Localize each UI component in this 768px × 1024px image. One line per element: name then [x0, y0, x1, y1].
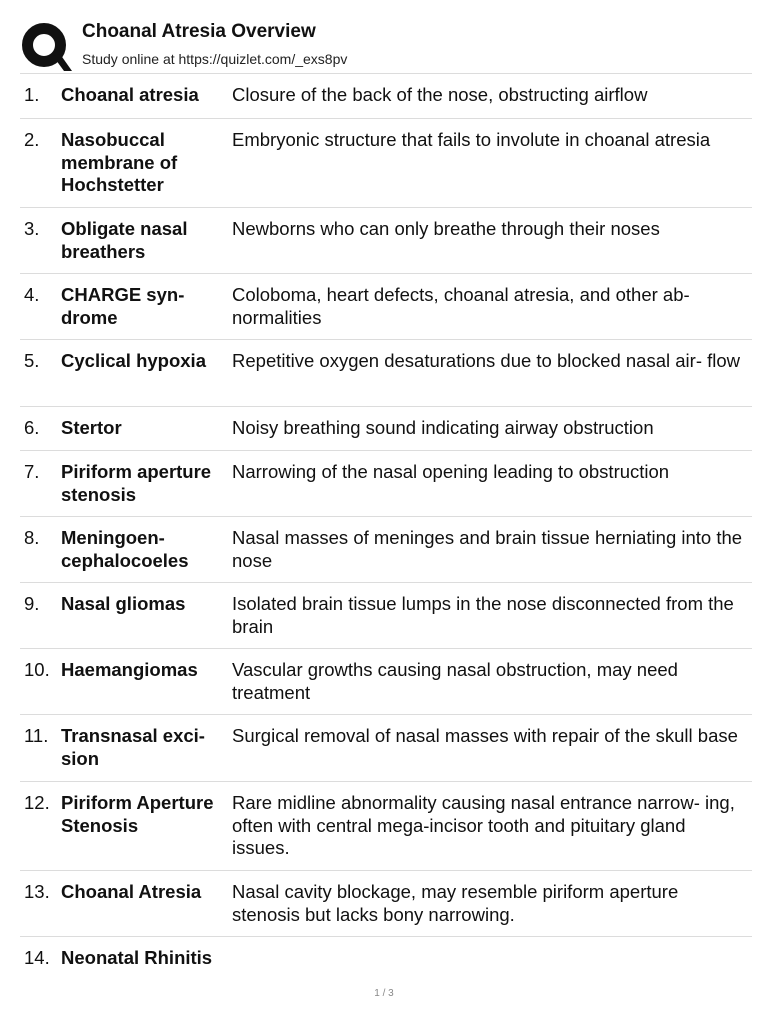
- flashcard-row: [20, 74, 752, 119]
- flashcard-row: [20, 517, 752, 583]
- flashcard-row: [20, 782, 752, 871]
- card-number: 1.: [24, 84, 40, 105]
- card-definition: Rare midline abnormality causing nasal entrance narrow- ing, often with central mega-incisor tooth and pituitary gland issues.: [232, 792, 735, 858]
- card-term: Stertor: [61, 417, 122, 438]
- card-definition: Embryonic structure that fails to involute in choanal atresia: [232, 129, 711, 150]
- document-header: [20, 18, 752, 74]
- card-number: 14.: [24, 947, 50, 968]
- card-term: Nasal gliomas: [61, 593, 186, 614]
- flashcard-row: [20, 715, 752, 782]
- card-definition: Nasal cavity blockage, may resemble piriform aperture stenosis but lacks bony narrowing.: [232, 881, 679, 925]
- card-definition: Closure of the back of the nose, obstructing airflow: [232, 84, 648, 105]
- card-term: Obligate nasal breathers: [61, 218, 188, 262]
- card-term: Piriform Aperture Stenosis: [61, 792, 214, 836]
- flashcard-list: [20, 73, 752, 981]
- card-definition: Isolated brain tissue lumps in the nose disconnected from the brain: [232, 593, 734, 637]
- card-term: Transnasal exci- sion: [61, 725, 205, 769]
- card-number: 8.: [24, 527, 40, 548]
- card-number: 9.: [24, 593, 40, 614]
- card-number: 11.: [24, 725, 49, 746]
- card-number: 2.: [24, 129, 40, 150]
- page-indicator: 1 / 3: [374, 988, 394, 999]
- card-term: Nasobuccal membrane of Hochstetter: [61, 129, 178, 195]
- card-definition: Nasal masses of meninges and brain tissue herniating into the nose: [232, 527, 743, 571]
- card-term: Piriform aperture stenosis: [61, 461, 212, 505]
- flashcard-row: [20, 451, 752, 517]
- card-definition: Narrowing of the nasal opening leading to obstruction: [232, 461, 670, 482]
- study-online-link-text: Study online at https://quizlet.com/_exs8pv: [82, 51, 348, 67]
- card-definition: Noisy breathing sound indicating airway obstruction: [232, 417, 654, 438]
- card-definition: Repetitive oxygen desaturations due to blocked nasal air- flow: [232, 350, 741, 371]
- card-number: 7.: [24, 461, 40, 482]
- flashcard-row: [20, 208, 752, 274]
- card-term: Haemangiomas: [61, 659, 198, 680]
- card-term: Choanal atresia: [61, 84, 199, 105]
- card-term: Cyclical hypoxia: [61, 350, 206, 371]
- card-number: 4.: [24, 284, 40, 305]
- card-term: CHARGE syn- drome: [61, 284, 185, 328]
- card-definition: Vascular growths causing nasal obstruction, may need treatment: [232, 659, 678, 703]
- quizlet-q-logo-icon: [20, 20, 72, 74]
- flashcard-row: [20, 583, 752, 649]
- flashcard-row: [20, 119, 752, 208]
- flashcard-row: [20, 649, 752, 715]
- flashcard-row: [20, 274, 752, 340]
- card-definition: Newborns who can only breathe through their noses: [232, 218, 660, 239]
- card-number: 13.: [24, 881, 50, 902]
- card-term: Meningoen- cephalocoeles: [61, 527, 189, 571]
- document-title: Choanal Atresia Overview: [82, 21, 316, 42]
- card-number: 6.: [24, 417, 40, 438]
- card-number: 10.: [24, 659, 50, 680]
- card-definition: Coloboma, heart defects, choanal atresia, and other ab- normalities: [232, 284, 690, 328]
- card-number: 12.: [24, 792, 50, 813]
- card-number: 3.: [24, 218, 40, 239]
- flashcard-row: [20, 340, 752, 407]
- card-definition: Surgical removal of nasal masses with repair of the skull base: [232, 725, 738, 746]
- card-term: Neonatal Rhinitis: [61, 947, 213, 968]
- card-number: 5.: [24, 350, 40, 371]
- flashcard-row: [20, 871, 752, 937]
- flashcard-row: [20, 407, 752, 451]
- flashcard-row: [20, 937, 752, 981]
- card-term: Choanal Atresia: [61, 881, 202, 902]
